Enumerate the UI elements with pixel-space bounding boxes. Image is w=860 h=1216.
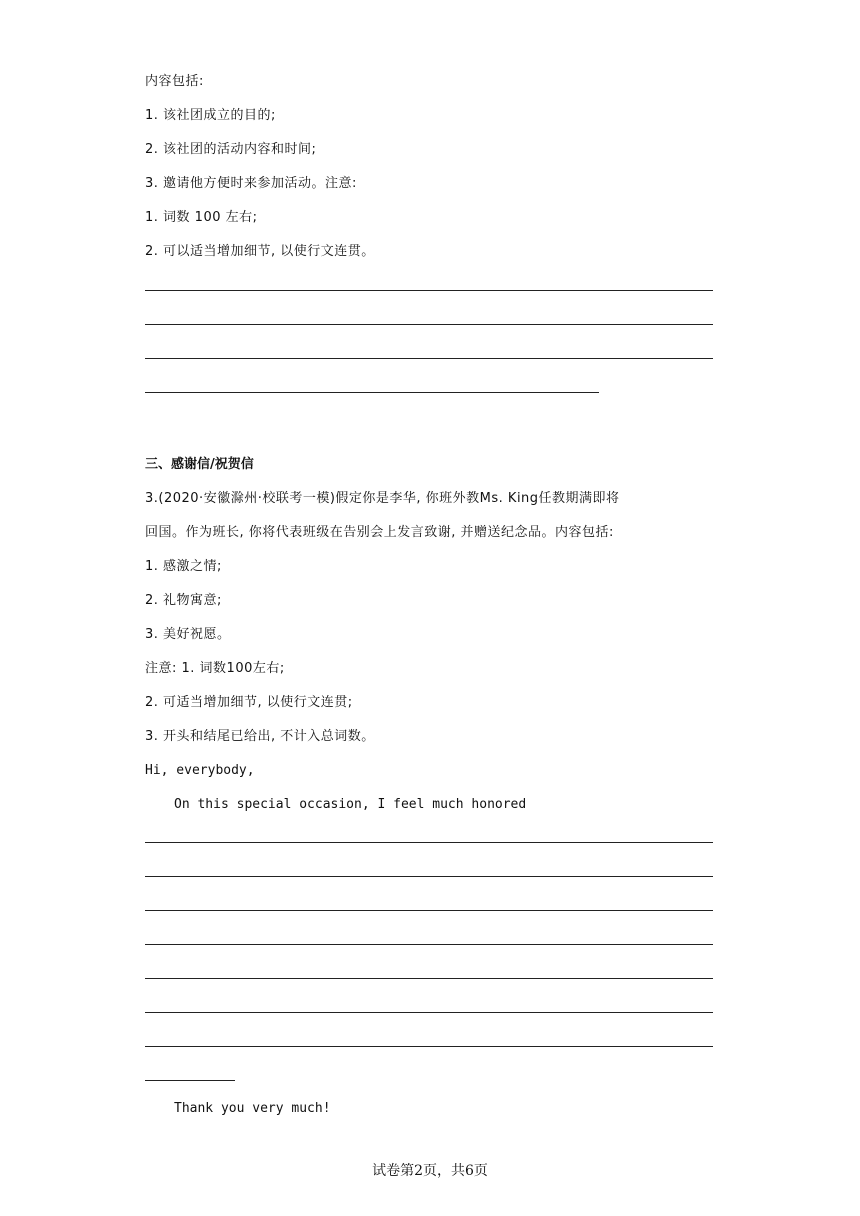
list-item: 2. 礼物寓意; — [145, 593, 222, 608]
answer-line — [145, 392, 599, 393]
question-text: 回国。作为班长, 你将代表班级在告别会上发言致谢, 并赠送纪念品。内容包括: — [145, 525, 614, 540]
answer-line — [145, 358, 713, 359]
answer-line — [145, 1012, 713, 1013]
answer-line — [145, 876, 713, 877]
list-item: 2. 该社团的活动内容和时间; — [145, 142, 317, 157]
list-item: 1. 感激之情; — [145, 559, 222, 574]
note-item: 3. 开头和结尾已给出, 不计入总词数。 — [145, 729, 375, 744]
content-label: 内容包括: — [145, 74, 204, 89]
note-item: 2. 可适当增加细节, 以使行文连贯; — [145, 695, 353, 710]
answer-line — [145, 910, 713, 911]
answer-line — [145, 324, 713, 325]
opening-sentence: On this special occasion, I feel much honored — [174, 797, 527, 812]
list-item: 2. 可以适当增加细节, 以使行文连贯。 — [145, 244, 375, 259]
answer-line — [145, 944, 713, 945]
list-item: 3. 美好祝愿。 — [145, 627, 231, 642]
list-item: 1. 该社团成立的目的; — [145, 108, 276, 123]
greeting: Hi, everybody, — [145, 763, 255, 778]
section-heading: 三、感谢信/祝贺信 — [145, 457, 254, 472]
question-text: 3.(2020·安徽滁州·校联考一模)假定你是李华, 你班外教Ms. King任教期满即将 — [145, 491, 620, 506]
list-item: 1. 词数 100 左右; — [145, 210, 258, 225]
closing-sentence: Thank you very much! — [174, 1101, 331, 1116]
answer-line — [145, 978, 713, 979]
page-footer: 试卷第2页，共6页 — [372, 1163, 488, 1179]
list-item: 3. 邀请他方便时来参加活动。注意: — [145, 176, 357, 191]
answer-line — [145, 290, 713, 291]
answer-line — [145, 842, 713, 843]
note-item: 注意: 1. 词数100左右; — [145, 661, 285, 676]
answer-line — [145, 1046, 713, 1047]
answer-line — [145, 1080, 235, 1081]
